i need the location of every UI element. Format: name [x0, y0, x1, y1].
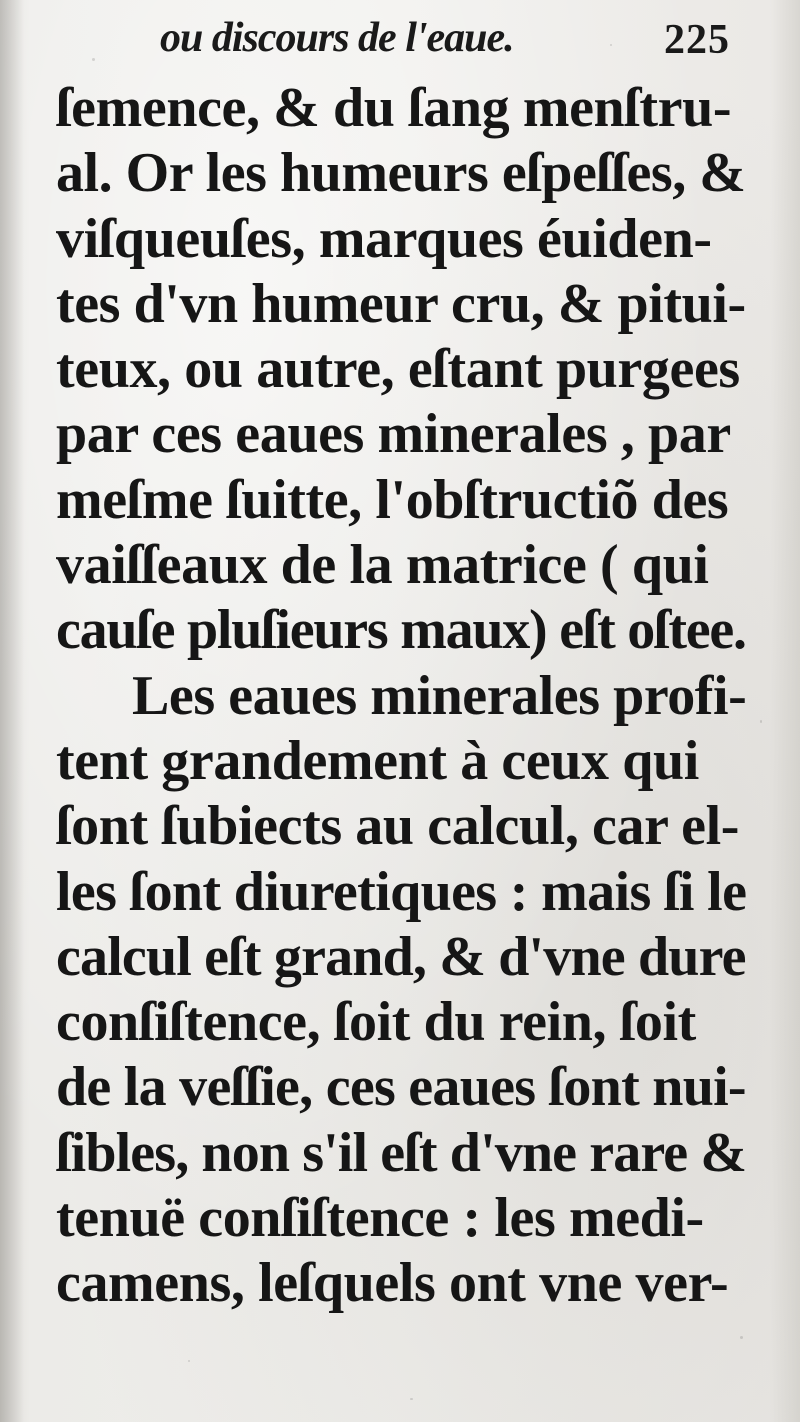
- text-line: ſibles, non s'il eſt d'vne rare &: [56, 1121, 747, 1184]
- paper-speck: [410, 1398, 413, 1400]
- text-line: cauſe pluſieurs maux) eſt oſtee.: [56, 599, 746, 662]
- paper-speck: [760, 720, 762, 723]
- page-header: [160, 6, 730, 68]
- text-line: conſiſtence, ſoit du rein, ſoit: [56, 991, 696, 1054]
- text-line: de la veſſie, ces eaues ſont nui-: [56, 1056, 746, 1119]
- text-line: vaiſſeaux de la matrice ( qui: [56, 534, 709, 597]
- text-line: tenuë conſiſtence : les medi-: [56, 1187, 704, 1250]
- text-line: camens, leſquels ont vne ver-: [56, 1252, 729, 1315]
- text-line: al. Or les humeurs eſpeſſes, &: [56, 142, 746, 205]
- paragraph-start-line: Les eaues minerales profi-: [132, 664, 747, 727]
- text-line: ſemence, & du ſang menſtru-: [56, 77, 732, 139]
- text-line: les ſont diuretiques : mais ſi le: [56, 860, 747, 923]
- text-line: calcul eſt grand, & d'vne dure: [56, 925, 746, 988]
- text-line: meſme ſuitte, l'obſtructiõ des: [56, 468, 729, 531]
- text-line: ſont ſubiects au calcul, car el-: [56, 795, 739, 858]
- text-line: tes d'vn humeur cru, & pitui-: [56, 272, 746, 335]
- text-line: teux, ou autre, eſtant purgees: [56, 338, 740, 401]
- body-text: [56, 76, 747, 1317]
- text-line: tent grandement à ceux qui: [56, 729, 699, 792]
- text-line: viſqueuſes, marques éuiden-: [56, 207, 712, 270]
- text-line: par ces eaues minerales , par: [56, 403, 731, 466]
- running-title: ou discours de l'eaue.: [160, 15, 514, 61]
- page-fold-shadow: [0, 0, 24, 1422]
- paper-speck: [188, 1360, 190, 1362]
- page-number: 225: [664, 17, 730, 63]
- paper-speck: [92, 58, 95, 61]
- paper-speck: [740, 1336, 743, 1339]
